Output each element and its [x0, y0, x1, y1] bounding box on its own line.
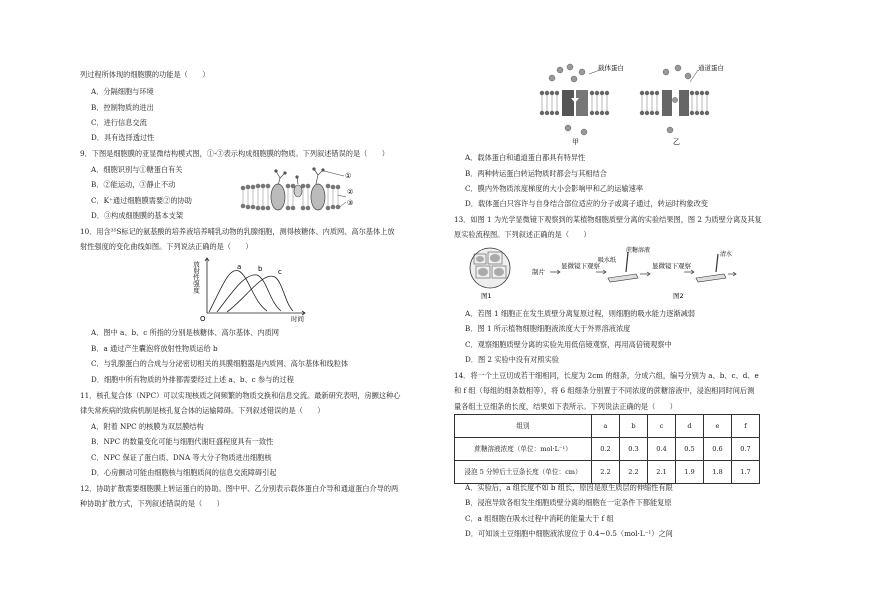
absorb-paper-label: 吸水纸 — [598, 257, 617, 264]
make-slide-label: 制片 — [532, 268, 545, 276]
table-cell: 1.9 — [676, 461, 704, 484]
curve-label-b: b — [258, 265, 263, 273]
table-cell: 0.6 — [704, 438, 732, 461]
label-3: ③ — [347, 199, 354, 207]
transport-protein-figure — [538, 62, 728, 146]
q10-option-c: C．与乳腺蛋白的合成与分泌密切相关的具膜细胞器是内质网、高尔基体和线粒体 — [91, 359, 349, 368]
q10-option-d: D．细胞中所有物质的外排都需要经过上述 a、b、c 参与的过程 — [91, 375, 294, 384]
q11-stem-line1: 11．核孔复合体（NPC）可以实现核质之间频繁的物质交换和信息交流。最新研究表明，房颤这种心 — [80, 391, 401, 400]
table-cell: 1.8 — [704, 461, 732, 484]
cell-membrane-figure — [238, 162, 358, 220]
q9-option-c: C．K⁺通过细胞膜需要②的协助 — [91, 196, 192, 205]
table-cell: 组别 — [455, 415, 592, 438]
label-2: ② — [347, 188, 354, 196]
table-row — [455, 461, 760, 484]
fig-yi-label: 乙 — [673, 138, 680, 146]
q12-option-a: A．载体蛋白和通道蛋白都具有特异性 — [465, 153, 586, 162]
sucrose-label: 蔗糖溶液 — [626, 247, 651, 254]
table-cell: e — [704, 415, 732, 438]
q14-option-a: A．实验后，a 组长度不如 b 组长，原因是原生质层的伸缩性有限 — [465, 483, 673, 492]
table-row — [455, 438, 760, 461]
q9-option-a: A．细胞识别与①糖蛋白有关 — [91, 165, 183, 174]
observe-label-2: 显微镜下观察 — [652, 262, 691, 270]
q12-option-d: D．载体蛋白只容许与自身结合部位适应的分子或离子通过，转运时构象改变 — [465, 199, 708, 208]
q14-stem-line1: 14．将一个土豆切成若干细相同，长度为 2cm 的细条，分成六组，编号分别为 a、b、c、d、e — [454, 371, 759, 380]
q8-option-b: B．控制物质的进出 — [91, 103, 154, 112]
water-label: 清水 — [720, 251, 733, 258]
table-cell: 浸泡 5 分钟后土豆条长度（单位：cm） — [455, 461, 592, 484]
table-cell: 2.1 — [648, 461, 676, 484]
fig-jia-label: 甲 — [572, 138, 579, 146]
q13-option-c: C．观察细胞质壁分离的实验先用低倍镜观察，再用高倍镜观察中 — [465, 340, 672, 349]
table-cell: 0.7 — [732, 438, 760, 461]
q13-option-a: A．若图 1 细胞正在发生质壁分离复原过程，则细胞的吸水能力逐渐减弱 — [465, 309, 695, 318]
channel-protein-label: 通道蛋白 — [698, 64, 724, 72]
q10-stem-line2: 射性强度的变化曲线如图。下列说法正确的是（ ） — [80, 242, 253, 251]
q14-option-c: C．a 组细胞在吸水过程中消耗的能量大于 f 组 — [465, 514, 614, 523]
table-cell: b — [620, 415, 648, 438]
table-cell: d — [676, 415, 704, 438]
q10-option-b: B．a 通过产生囊泡将放射性物质运给 b — [91, 344, 218, 353]
table-cell: 0.2 — [592, 438, 620, 461]
table-cell: 0.4 — [648, 438, 676, 461]
q11-stem-line2: 律失常疾病的致病机制是核孔复合体的运输障碍。下列叙述错误的是（ ） — [80, 406, 325, 415]
origin-label: O — [200, 315, 206, 323]
q8-option-a: A．分隔细胞与环境 — [91, 87, 154, 96]
q14-stem-line3: 量各组土豆细条的长度，结果如下表所示。下列说法正确的是（ ） — [454, 402, 677, 411]
q9-stem: 9．下图是细胞膜的亚显微结构模式图，①-③表示构成细胞膜的物质。下列叙述错误的是（ ） — [80, 149, 389, 158]
q10-stem-line1: 10．用含³⁵S标记的氨基酸的培养液培养哺乳动物的乳腺细胞，测得核糖体、内质网、高尔基体上放 — [80, 227, 395, 236]
table-cell: 0.3 — [620, 438, 648, 461]
q11-option-c: C．NPC 保证了蛋白质、DNA 等大分子物质进出细胞核 — [91, 453, 272, 462]
q9-option-b: B．②能运动，③静止不动 — [91, 180, 176, 189]
radioactivity-curve-figure — [192, 255, 310, 323]
table-cell: c — [648, 415, 676, 438]
q13-option-b: B．图 1 所示植物细胞细胞液浓度大于外界溶液浓度 — [465, 324, 631, 333]
fig1-label: 图1 — [481, 292, 492, 300]
q12-stem-line1: 12．协助扩散需要细胞膜上转运蛋白的协助。图中甲、乙分别表示载体蛋白介导和通道蛋白介导的两 — [80, 484, 399, 493]
q13-stem-line1: 13．如图 1 为光学显微镜下观察到的某植物细胞质壁分离的实验结果图，图 2 为质壁分离及其复 — [454, 215, 762, 224]
q10-option-a: A．图中 a、b、c 所指的分别是核糖体、高尔基体、内质网 — [91, 328, 279, 337]
observe-label-1: 显微镜下观察 — [561, 262, 600, 270]
q12-option-c: C．膜内外物质浓度梯度的大小会影响甲和乙的运输速率 — [465, 184, 644, 193]
x-axis-label: 时间 — [291, 315, 304, 323]
table-cell: 0.5 — [676, 438, 704, 461]
q11-option-a: A．附着 NPC 的核膜为双层膜结构 — [91, 422, 204, 431]
q9-option-d: D．③构成细胞膜的基本支架 — [91, 211, 184, 220]
table-cell: a — [592, 415, 620, 438]
q12-stem-line2: 种协助扩散方式，下列叙述错误的是（ ） — [80, 499, 224, 508]
carrier-protein-label: 载体蛋白 — [598, 64, 624, 72]
table-cell: 2.2 — [592, 461, 620, 484]
q8-option-c: C．进行信息交流 — [91, 118, 147, 127]
fig2-label: 图2 — [673, 292, 684, 300]
curve-label-c: c — [278, 268, 282, 276]
table-cell: 蔗糖溶液浓度（单位：mol·L⁻¹） — [455, 438, 592, 461]
q14-option-b: B．浸泡导致各组发生细胞质壁分离的细胞在一定条件下都能复原 — [465, 498, 672, 507]
q11-option-d: D．心房颤动可能由细胞核与细胞质间的信息交流障碍引起 — [91, 468, 277, 477]
q13-option-d: D．图 2 实验中没有对照实验 — [465, 355, 559, 364]
table-cell: 2.2 — [620, 461, 648, 484]
y-axis-label: 放射性强度 — [192, 261, 200, 294]
table-header-row — [455, 415, 760, 438]
q14-data-table — [454, 414, 760, 484]
plasmolysis-figure — [468, 244, 748, 304]
q14-stem-line2: 和 f 组（每组的细条数相等），将 6 组细条分别置于不同浓度的蔗糖溶液中，浸泡相同时间后测 — [454, 386, 755, 395]
q8-stem-tail: 列过程所体现的细胞膜的功能是（ ） — [80, 70, 210, 79]
table-cell: f — [732, 415, 760, 438]
q8-option-d: D．具有选择透过性 — [91, 133, 155, 142]
curve-label-a: a — [237, 263, 242, 271]
q12-option-b: B．两种转运蛋白转运物质时都会与其相结合 — [465, 169, 607, 178]
q11-option-b: B．NPC 的数量变化可能与细胞代谢旺盛程度具有一致性 — [91, 437, 274, 446]
q13-stem-line2: 原实验流程图。下列叙述正确的是（ ） — [454, 230, 591, 239]
label-1: ① — [345, 172, 352, 180]
table-cell: 1.7 — [732, 461, 760, 484]
q14-option-d: D．可知该土豆细胞中细胞液浓度位于 0.4~0.5（mol·L⁻¹）之间 — [465, 529, 673, 538]
